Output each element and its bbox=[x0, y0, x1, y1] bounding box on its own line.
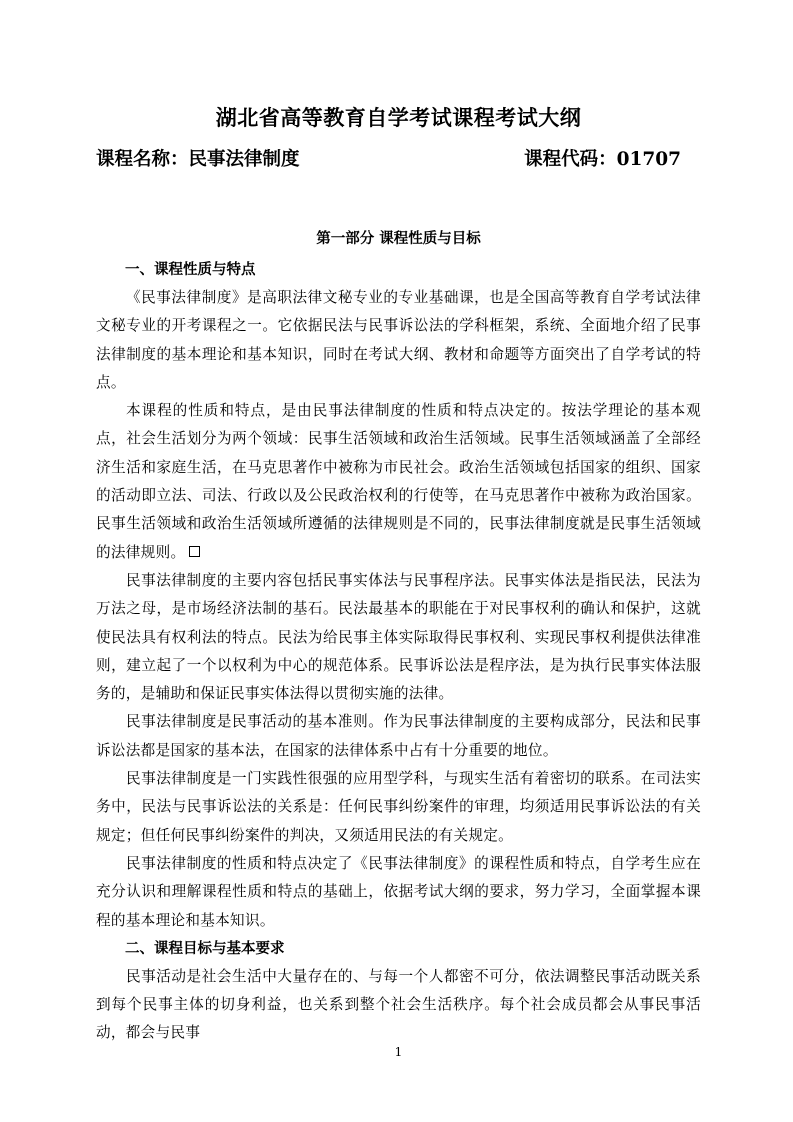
paragraph: 民事法律制度是一门实践性很强的应用型学科，与现实生活有着密切的联系。在司法实务中，民法与民事诉讼法的关系是：任何民事纠纷案件的审理，均须适用民事诉讼法的有关规定；但任何民事纠纷案件的判决，又须适用民法的有关规定。 bbox=[96, 770, 701, 844]
paragraph bbox=[96, 397, 701, 567]
document-title: 湖北省高等教育自学考试课程考试大纲 bbox=[215, 105, 582, 130]
paragraph: 民事活动是社会生活中大量存在的、与每一个人都密不可分，依法调整民事活动既关系到每个民事主体的切身利益，也关系到整个社会生活秩序。每个社会成员都会从事民事活动，都会与民事 bbox=[96, 967, 701, 1042]
course-info-row bbox=[96, 145, 681, 171]
section-heading: 二、课程目标与基本要求 bbox=[125, 939, 285, 957]
course-code: 课程代码：01707 bbox=[524, 149, 681, 170]
page-number: 1 bbox=[394, 1045, 403, 1059]
paragraph: 《民事法律制度》是高职法律文秘专业的专业基础课，也是全国高等教育自学考试法律文秘专业的开考课程之一。它依据民法与民事诉讼法的学科框架，系统、全面地介绍了民事法律制度的基本理论和基本知识，同时在考试大纲、教材和命题等方面突出了自学考试的特点。 bbox=[96, 289, 701, 391]
paragraph: 民事法律制度是民事活动的基本准则。作为民事法律制度的主要构成部分，民法和民事诉讼法都是国家的基本法，在国家的法律体系中占有十分重要的地位。 bbox=[96, 713, 701, 759]
document-body bbox=[96, 256, 701, 1048]
course-name: 课程名称：民事法律制度 bbox=[96, 149, 300, 170]
section-heading: 一、课程性质与特点 bbox=[125, 261, 256, 278]
part-title: 第一部分 课程性质与目标 bbox=[316, 230, 481, 247]
paragraph: 民事法律制度的主要内容包括民事实体法与民事程序法。民事实体法是指民法，民法为万法之母，是市场经济法制的基石。民法最基本的职能在于对民事权利的确认和保护，这就使民法具有权利法的特点。民法为给民事主体实际取得民事权利、实现民事权利提供法律准则，建立起了一个以权利为中心的规范体系。民事诉讼法是程序法，是为执行民事实体法服务的，是辅助和保证民事实体法得以贯彻实施的法律。 bbox=[96, 571, 701, 703]
paragraph-text: 本课程的性质和特点，是由民事法律制度的性质和特点决定的。按法学理论的基本观点，社会生活划分为两个领域：民事生活领域和政治生活领域。民事生活领域涵盖了全部经济生活和家庭生活，在马克思著作中被称为市民社会。政治生活领域包括国家的组织、国家的活动即立法、司法、行政以及公民政治权利的行使等，在马克思著作中被称为政治国家。民事生活领域和政治生活领域所遵循的法律规则是不同的，民事法律制度就是民事生活领域的法律规则。 bbox=[96, 402, 701, 561]
empty-box-icon bbox=[189, 546, 200, 557]
paragraph: 民事法律制度的性质和特点决定了《民事法律制度》的课程性质和特点，自学考生应在充分认识和理解课程性质和特点的基础上，依据考试大纲的要求，努力学习，全面掌握本课程的基本理论和基本知识。 bbox=[96, 854, 701, 929]
